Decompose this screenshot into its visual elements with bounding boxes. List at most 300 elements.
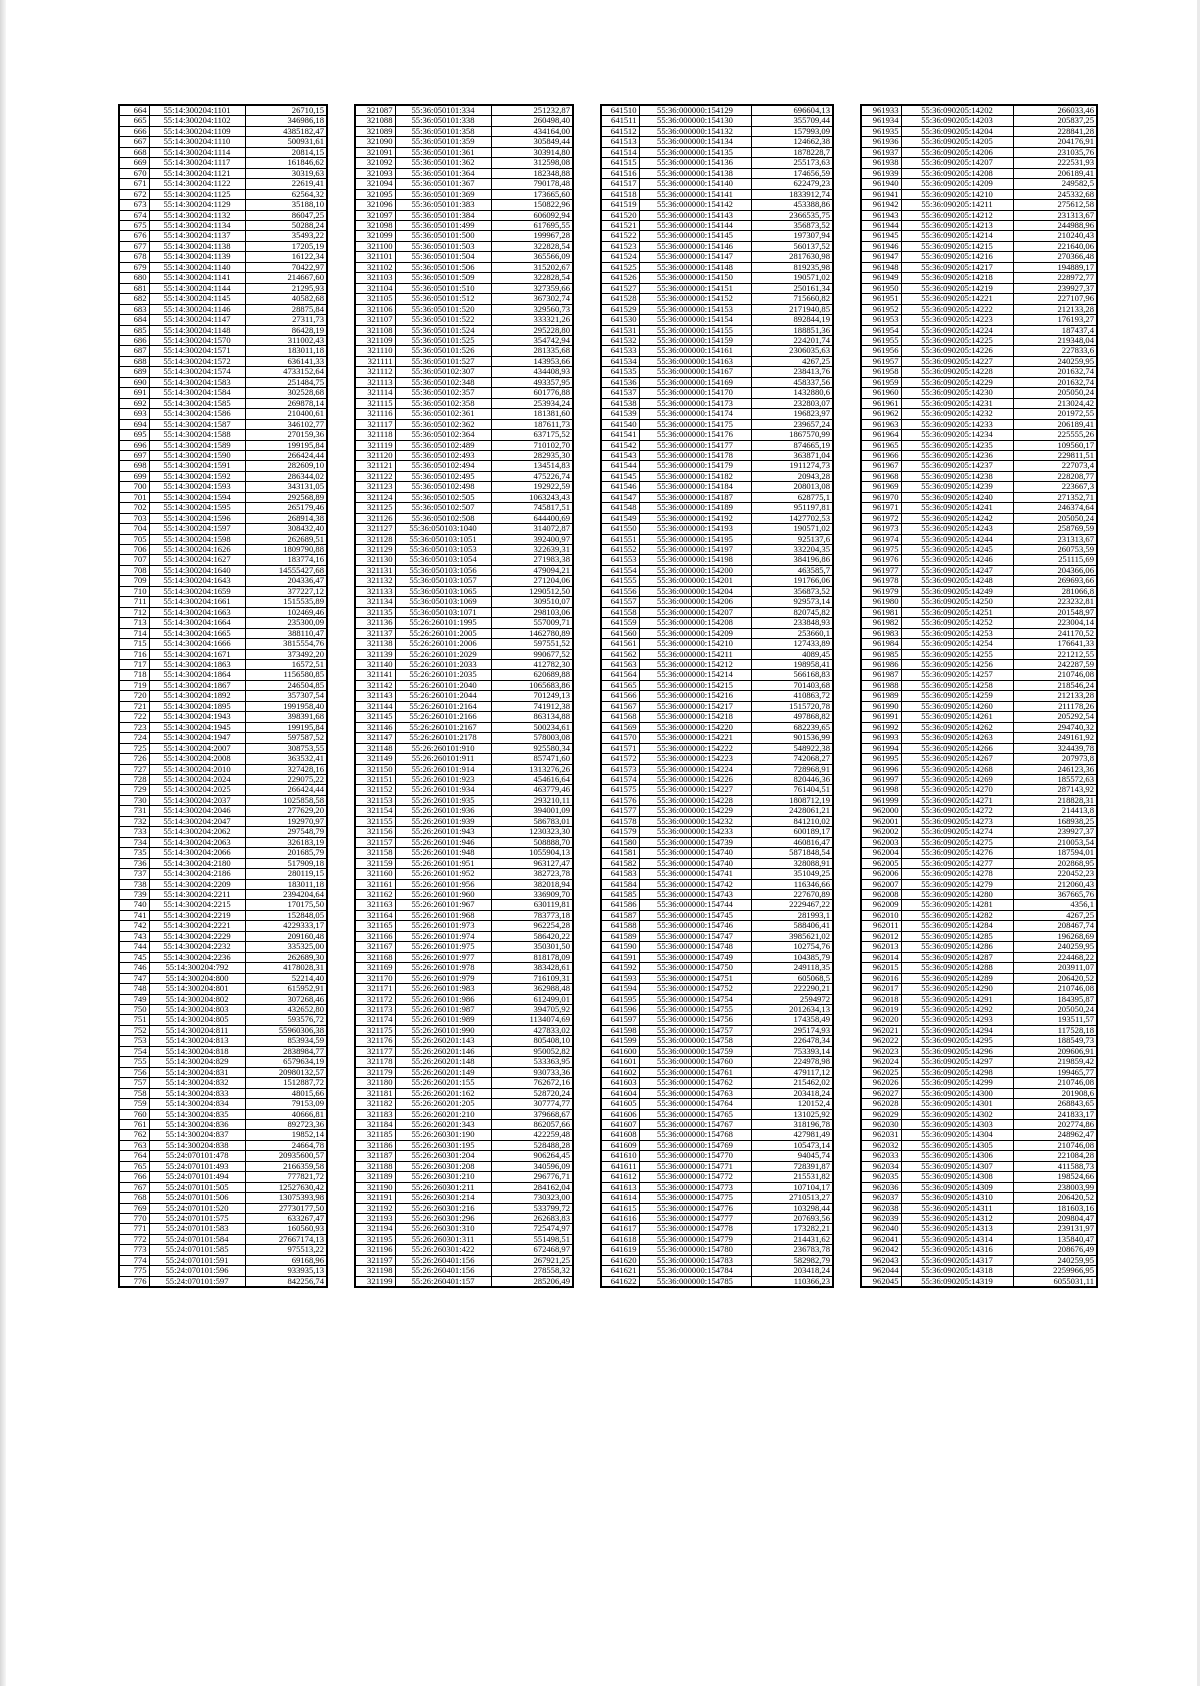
cadastral-value: 161846,62 <box>245 158 327 168</box>
table-row <box>601 189 833 199</box>
table-row <box>119 670 327 680</box>
table-row <box>861 220 1097 230</box>
cadastral-number: 55:36:090205:14285 <box>901 931 1013 941</box>
cadastral-number: 55:14:300204:1947 <box>149 733 245 743</box>
cadastral-number: 55:36:090205:14242 <box>901 513 1013 523</box>
cadastral-value: 362988,48 <box>491 984 573 994</box>
row-number: 730 <box>119 795 149 805</box>
table-row <box>601 754 833 764</box>
row-number: 961999 <box>861 795 901 805</box>
cadastral-number: 55:36:090205:14247 <box>901 565 1013 575</box>
cadastral-value: 411588,73 <box>1013 1161 1097 1171</box>
row-number: 962000 <box>861 806 901 816</box>
cadastral-number: 55:36:000000:154775 <box>639 1193 751 1203</box>
cadastral-number: 55:14:300204:1138 <box>149 241 245 251</box>
row-number: 961991 <box>861 712 901 722</box>
cadastral-value: 302528,68 <box>245 388 327 398</box>
cadastral-value: 742068,27 <box>751 754 833 764</box>
cadastral-number: 55:36:000000:154207 <box>639 607 751 617</box>
cadastral-number: 55:26:260101:2029 <box>395 649 491 659</box>
cadastral-number: 55:36:000000:154744 <box>639 900 751 910</box>
table-row <box>861 534 1097 544</box>
table-row <box>355 231 573 241</box>
table-row <box>601 1088 833 1098</box>
row-number: 691 <box>119 388 149 398</box>
table-row <box>861 754 1097 764</box>
cadastral-value: 4089,45 <box>751 649 833 659</box>
cadastral-value: 644400,69 <box>491 513 573 523</box>
cadastral-value: 21295,93 <box>245 283 327 293</box>
table-row <box>601 565 833 575</box>
cadastral-value: 241170,52 <box>1013 628 1097 638</box>
cadastral-number: 55:36:050102:364 <box>395 430 491 440</box>
cadastral-number: 55:24:070101:584 <box>149 1234 245 1244</box>
cadastral-number: 55:14:300204:2008 <box>149 754 245 764</box>
row-number: 321087 <box>355 105 395 116</box>
row-number: 687 <box>119 346 149 356</box>
row-number: 961950 <box>861 283 901 293</box>
table-row <box>601 942 833 952</box>
cadastral-number: 55:36:090205:14202 <box>901 105 1013 116</box>
table-row <box>119 419 327 429</box>
cadastral-number: 55:36:050101:383 <box>395 200 491 210</box>
table-row <box>601 252 833 262</box>
cadastral-number: 55:36:090205:14239 <box>901 482 1013 492</box>
table-row <box>601 691 833 701</box>
row-number: 641566 <box>601 691 639 701</box>
cadastral-value: 251115,69 <box>1013 555 1097 565</box>
cadastral-number: 55:14:300204:1114 <box>149 147 245 157</box>
cadastral-number: 55:14:300204:2229 <box>149 931 245 941</box>
cadastral-value: 110366,23 <box>751 1276 833 1287</box>
table-row <box>119 450 327 460</box>
table-row <box>119 775 327 785</box>
row-number: 321092 <box>355 158 395 168</box>
cadastral-number: 55:24:070101:575 <box>149 1214 245 1224</box>
table-row <box>861 346 1097 356</box>
cadastral-number: 55:36:090205:14273 <box>901 816 1013 826</box>
row-number: 708 <box>119 565 149 575</box>
cadastral-value: 951197,81 <box>751 503 833 513</box>
row-number: 321199 <box>355 1276 395 1287</box>
cadastral-value: 210746,08 <box>1013 984 1097 994</box>
cadastral-number: 55:36:000000:154783 <box>639 1255 751 1265</box>
cadastral-value: 220452,23 <box>1013 869 1097 879</box>
row-number: 705 <box>119 534 149 544</box>
row-number: 961965 <box>861 440 901 450</box>
table-row <box>601 1161 833 1171</box>
table-row <box>861 1193 1097 1203</box>
row-number: 961937 <box>861 147 901 157</box>
cadastral-number: 55:36:050101:361 <box>395 147 491 157</box>
cadastral-number: 55:26:260101:975 <box>395 942 491 952</box>
cadastral-number: 55:36:090205:14216 <box>901 252 1013 262</box>
cadastral-value: 202774,86 <box>1013 1119 1097 1129</box>
table-row <box>861 440 1097 450</box>
row-number: 695 <box>119 430 149 440</box>
cadastral-value: 127433,89 <box>751 639 833 649</box>
row-number: 641537 <box>601 388 639 398</box>
cadastral-value: 410863,72 <box>751 691 833 701</box>
cadastral-number: 55:36:090205:14226 <box>901 346 1013 356</box>
cadastral-number: 55:36:090205:14263 <box>901 733 1013 743</box>
row-number: 961948 <box>861 262 901 272</box>
cadastral-value: 206420,52 <box>1013 973 1097 983</box>
cadastral-value: 14555427,68 <box>245 565 327 575</box>
cadastral-number: 55:36:000000:154167 <box>639 367 751 377</box>
cadastral-value: 224978,98 <box>751 1057 833 1067</box>
cadastral-number: 55:36:050102:495 <box>395 471 491 481</box>
table-row <box>355 1004 573 1014</box>
row-number: 321196 <box>355 1245 395 1255</box>
cadastral-value: 27730177,50 <box>245 1203 327 1213</box>
table-row <box>355 816 573 826</box>
cadastral-number: 55:36:050101:367 <box>395 179 491 189</box>
row-number: 733 <box>119 827 149 837</box>
row-number: 674 <box>119 210 149 220</box>
row-number: 641587 <box>601 910 639 920</box>
cadastral-number: 55:24:070101:591 <box>149 1255 245 1265</box>
row-number: 682 <box>119 294 149 304</box>
cadastral-value: 203911,07 <box>1013 963 1097 973</box>
row-number: 962033 <box>861 1151 901 1161</box>
row-number: 321093 <box>355 168 395 178</box>
row-number: 641511 <box>601 116 639 126</box>
row-number: 321139 <box>355 649 395 659</box>
table-row <box>355 900 573 910</box>
table-row <box>861 869 1097 879</box>
cadastral-number: 55:14:300204:829 <box>149 1057 245 1067</box>
row-number: 321101 <box>355 252 395 262</box>
table-row <box>861 1276 1097 1287</box>
row-number: 321146 <box>355 722 395 732</box>
table-row <box>355 137 573 147</box>
cadastral-value: 355709,44 <box>751 116 833 126</box>
table-row <box>119 754 327 764</box>
row-number: 641584 <box>601 879 639 889</box>
table-row <box>601 325 833 335</box>
cadastral-value: 35188,10 <box>245 200 327 210</box>
row-number: 321162 <box>355 889 395 899</box>
cadastral-number: 55:36:090205:14290 <box>901 984 1013 994</box>
row-number: 641620 <box>601 1255 639 1265</box>
cadastral-number: 55:36:000000:154768 <box>639 1130 751 1140</box>
cadastral-value: 40582,68 <box>245 294 327 304</box>
cadastral-number: 55:26:260101:934 <box>395 785 491 795</box>
table-row <box>355 126 573 136</box>
row-number: 321127 <box>355 524 395 534</box>
table-row <box>601 921 833 931</box>
cadastral-value: 107104,17 <box>751 1182 833 1192</box>
table-row <box>119 973 327 983</box>
cadastral-number: 55:14:300204:1117 <box>149 158 245 168</box>
row-number: 321114 <box>355 388 395 398</box>
cadastral-number: 55:36:090205:14282 <box>901 910 1013 920</box>
cadastral-value: 701249,13 <box>491 691 573 701</box>
cadastral-value: 204176,91 <box>1013 137 1097 147</box>
table-row <box>355 482 573 492</box>
cadastral-number: 55:14:300204:2221 <box>149 921 245 931</box>
row-number: 961962 <box>861 409 901 419</box>
row-number: 961943 <box>861 210 901 220</box>
cadastral-number: 55:26:260101:956 <box>395 879 491 889</box>
row-number: 693 <box>119 409 149 419</box>
cadastral-value: 497868,82 <box>751 712 833 722</box>
cadastral-value: 528720,24 <box>491 1088 573 1098</box>
cadastral-value: 363871,04 <box>751 450 833 460</box>
row-number: 641614 <box>601 1193 639 1203</box>
cadastral-value: 392400,97 <box>491 534 573 544</box>
row-number: 684 <box>119 315 149 325</box>
row-number: 321172 <box>355 994 395 1004</box>
row-number: 321178 <box>355 1057 395 1067</box>
row-number: 668 <box>119 147 149 157</box>
cadastral-number: 55:14:300204:1110 <box>149 137 245 147</box>
cadastral-number: 55:14:300204:1863 <box>149 660 245 670</box>
cadastral-number: 55:26:260101:935 <box>395 795 491 805</box>
cadastral-number: 55:36:090205:14217 <box>901 262 1013 272</box>
cadastral-value: 229075,22 <box>245 775 327 785</box>
cadastral-number: 55:36:000000:154178 <box>639 450 751 460</box>
row-number: 962016 <box>861 973 901 983</box>
cadastral-value: 346986,18 <box>245 116 327 126</box>
row-number: 641565 <box>601 680 639 690</box>
cadastral-number: 55:24:070101:493 <box>149 1161 245 1171</box>
cadastral-value: 239657,24 <box>751 419 833 429</box>
cadastral-number: 55:36:000000:154163 <box>639 356 751 366</box>
cadastral-number: 55:14:300204:1663 <box>149 607 245 617</box>
cadastral-number: 55:36:000000:154764 <box>639 1099 751 1109</box>
cadastral-number: 55:36:090205:14207 <box>901 158 1013 168</box>
table-row <box>861 618 1097 628</box>
row-number: 641618 <box>601 1234 639 1244</box>
table-row <box>119 691 327 701</box>
cadastral-number: 55:36:000000:154741 <box>639 869 751 879</box>
cadastral-value: 762672,16 <box>491 1078 573 1088</box>
cadastral-value: 605068,5 <box>751 973 833 983</box>
table-row <box>861 597 1097 607</box>
cadastral-value: 134514,83 <box>491 461 573 471</box>
cadastral-number: 55:36:000000:154134 <box>639 137 751 147</box>
cadastral-value: 225555,26 <box>1013 430 1097 440</box>
row-number: 962038 <box>861 1203 901 1213</box>
cadastral-number: 55:36:090205:14280 <box>901 889 1013 899</box>
table-row <box>355 283 573 293</box>
cadastral-value: 281993,1 <box>751 910 833 920</box>
cadastral-number: 55:14:300204:1587 <box>149 419 245 429</box>
table-row <box>861 461 1097 471</box>
cadastral-number: 55:36:090205:14257 <box>901 670 1013 680</box>
cadastral-number: 55:36:090205:14248 <box>901 576 1013 586</box>
table-row <box>601 1067 833 1077</box>
cadastral-number: 55:36:000000:154233 <box>639 827 751 837</box>
table-row <box>601 231 833 241</box>
table-row <box>861 1130 1097 1140</box>
row-number: 961975 <box>861 545 901 555</box>
cadastral-value: 962254,28 <box>491 921 573 931</box>
table-row <box>119 1161 327 1171</box>
table-row <box>355 555 573 565</box>
cadastral-value: 197307,94 <box>751 231 833 241</box>
table-row <box>601 639 833 649</box>
row-number: 679 <box>119 262 149 272</box>
row-number: 961941 <box>861 189 901 199</box>
cadastral-value: 86428,19 <box>245 325 327 335</box>
cadastral-value: 716109,31 <box>491 973 573 983</box>
table-row <box>355 1151 573 1161</box>
table-row <box>601 377 833 387</box>
row-number: 962039 <box>861 1214 901 1224</box>
cadastral-value: 454616,64 <box>491 775 573 785</box>
cadastral-value: 233848,93 <box>751 618 833 628</box>
table-row <box>355 775 573 785</box>
cadastral-value: 367665,76 <box>1013 889 1097 899</box>
cadastral-value: 753393,14 <box>751 1046 833 1056</box>
table-row <box>355 1172 573 1182</box>
cadastral-number: 55:36:000000:154758 <box>639 1036 751 1046</box>
table-row <box>355 921 573 931</box>
table-row <box>861 1245 1097 1255</box>
cadastral-value: 493357,95 <box>491 377 573 387</box>
cadastral-number: 55:36:000000:154784 <box>639 1266 751 1276</box>
cadastral-value: 214431,62 <box>751 1234 833 1244</box>
row-number: 641617 <box>601 1224 639 1234</box>
row-number: 751 <box>119 1015 149 1025</box>
cadastral-value: 176193,27 <box>1013 315 1097 325</box>
cadastral-number: 55:14:300204:2010 <box>149 764 245 774</box>
cadastral-number: 55:14:300204:1148 <box>149 325 245 335</box>
table-row <box>119 858 327 868</box>
cadastral-number: 55:36:090205:14268 <box>901 764 1013 774</box>
cadastral-number: 55:26:260101:973 <box>395 921 491 931</box>
table-row <box>119 1203 327 1213</box>
row-number: 641559 <box>601 618 639 628</box>
cadastral-number: 55:36:090205:14310 <box>901 1193 1013 1203</box>
row-number: 321186 <box>355 1140 395 1150</box>
row-number: 715 <box>119 639 149 649</box>
table-row <box>601 210 833 220</box>
table-row <box>601 388 833 398</box>
row-number: 961934 <box>861 116 901 126</box>
cadastral-value: 260498,40 <box>491 116 573 126</box>
cadastral-value: 221640,06 <box>1013 241 1097 251</box>
cadastral-value: 2259966,95 <box>1013 1266 1097 1276</box>
table-row <box>119 628 327 638</box>
table-row <box>861 1067 1097 1077</box>
cadastral-value: 270366,48 <box>1013 252 1097 262</box>
cadastral-number: 55:14:300204:1665 <box>149 628 245 638</box>
row-number: 962023 <box>861 1046 901 1056</box>
cadastral-number: 55:36:090205:14278 <box>901 869 1013 879</box>
table-row <box>355 147 573 157</box>
cadastral-value: 745817,51 <box>491 503 573 513</box>
cadastral-value: 221084,28 <box>1013 1151 1097 1161</box>
cadastral-value: 2710513,27 <box>751 1193 833 1203</box>
row-number: 321144 <box>355 701 395 711</box>
table-row <box>861 137 1097 147</box>
cadastral-value: 210746,08 <box>1013 1078 1097 1088</box>
cadastral-number: 55:36:050102:357 <box>395 388 491 398</box>
cadastral-number: 55:14:300204:2186 <box>149 869 245 879</box>
cadastral-number: 55:36:090205:14208 <box>901 168 1013 178</box>
row-number: 669 <box>119 158 149 168</box>
cadastral-value: 16122,34 <box>245 252 327 262</box>
cadastral-value: 617695,55 <box>491 220 573 230</box>
cadastral-number: 55:26:260301:216 <box>395 1203 491 1213</box>
cadastral-value: 227073,4 <box>1013 461 1097 471</box>
cadastral-number: 55:36:090205:14307 <box>901 1161 1013 1171</box>
table-row <box>601 618 833 628</box>
cadastral-number: 55:36:090205:14305 <box>901 1140 1013 1150</box>
table-row <box>601 1140 833 1150</box>
cadastral-number: 55:36:000000:154217 <box>639 701 751 711</box>
cadastral-value: 198958,41 <box>751 660 833 670</box>
cadastral-value: 262689,51 <box>245 534 327 544</box>
table-row <box>861 722 1097 732</box>
cadastral-number: 55:36:090205:14275 <box>901 837 1013 847</box>
row-number: 641596 <box>601 1004 639 1014</box>
cadastral-number: 55:14:300204:1598 <box>149 534 245 544</box>
row-number: 962043 <box>861 1255 901 1265</box>
cadastral-number: 55:26:260201:210 <box>395 1109 491 1119</box>
table-row <box>119 994 327 1004</box>
cadastral-value: 1515720,78 <box>751 701 833 711</box>
cadastral-number: 55:36:050102:358 <box>395 398 491 408</box>
table-row <box>601 1119 833 1129</box>
cadastral-number: 55:26:260101:2166 <box>395 712 491 722</box>
table-row <box>601 1203 833 1213</box>
row-number: 641513 <box>601 137 639 147</box>
cadastral-number: 55:36:000000:154142 <box>639 200 751 210</box>
cadastral-number: 55:36:000000:154745 <box>639 910 751 920</box>
row-number: 641577 <box>601 806 639 816</box>
cadastral-value: 783773,18 <box>491 910 573 920</box>
row-number: 321193 <box>355 1214 395 1224</box>
cadastral-value: 105473,14 <box>751 1140 833 1150</box>
row-number: 641557 <box>601 597 639 607</box>
table-row <box>119 1172 327 1182</box>
row-number: 749 <box>119 994 149 1004</box>
cadastral-value: 1515535,89 <box>245 597 327 607</box>
row-number: 321180 <box>355 1078 395 1088</box>
cadastral-number: 55:26:260101:968 <box>395 910 491 920</box>
table-row <box>601 335 833 345</box>
row-number: 321100 <box>355 241 395 251</box>
row-number: 667 <box>119 137 149 147</box>
cadastral-value: 6579634,19 <box>245 1057 327 1067</box>
row-number: 729 <box>119 785 149 795</box>
cadastral-value: 50288,24 <box>245 220 327 230</box>
row-number: 720 <box>119 691 149 701</box>
cadastral-value: 278558,32 <box>491 1266 573 1276</box>
row-number: 321143 <box>355 691 395 701</box>
table-row <box>601 241 833 251</box>
table-row <box>601 816 833 826</box>
cadastral-number: 55:36:000000:154198 <box>639 555 751 565</box>
cadastral-number: 55:36:000000:154212 <box>639 660 751 670</box>
row-number: 321157 <box>355 837 395 847</box>
table-row <box>119 231 327 241</box>
cadastral-number: 55:36:000000:154206 <box>639 597 751 607</box>
table-row <box>355 712 573 722</box>
cadastral-value: 16572,51 <box>245 660 327 670</box>
table-row <box>355 200 573 210</box>
row-number: 744 <box>119 942 149 952</box>
table-row <box>119 1140 327 1150</box>
cadastral-number: 55:14:300204:1137 <box>149 231 245 241</box>
row-number: 641540 <box>601 419 639 429</box>
cadastral-number: 55:36:000000:154228 <box>639 795 751 805</box>
